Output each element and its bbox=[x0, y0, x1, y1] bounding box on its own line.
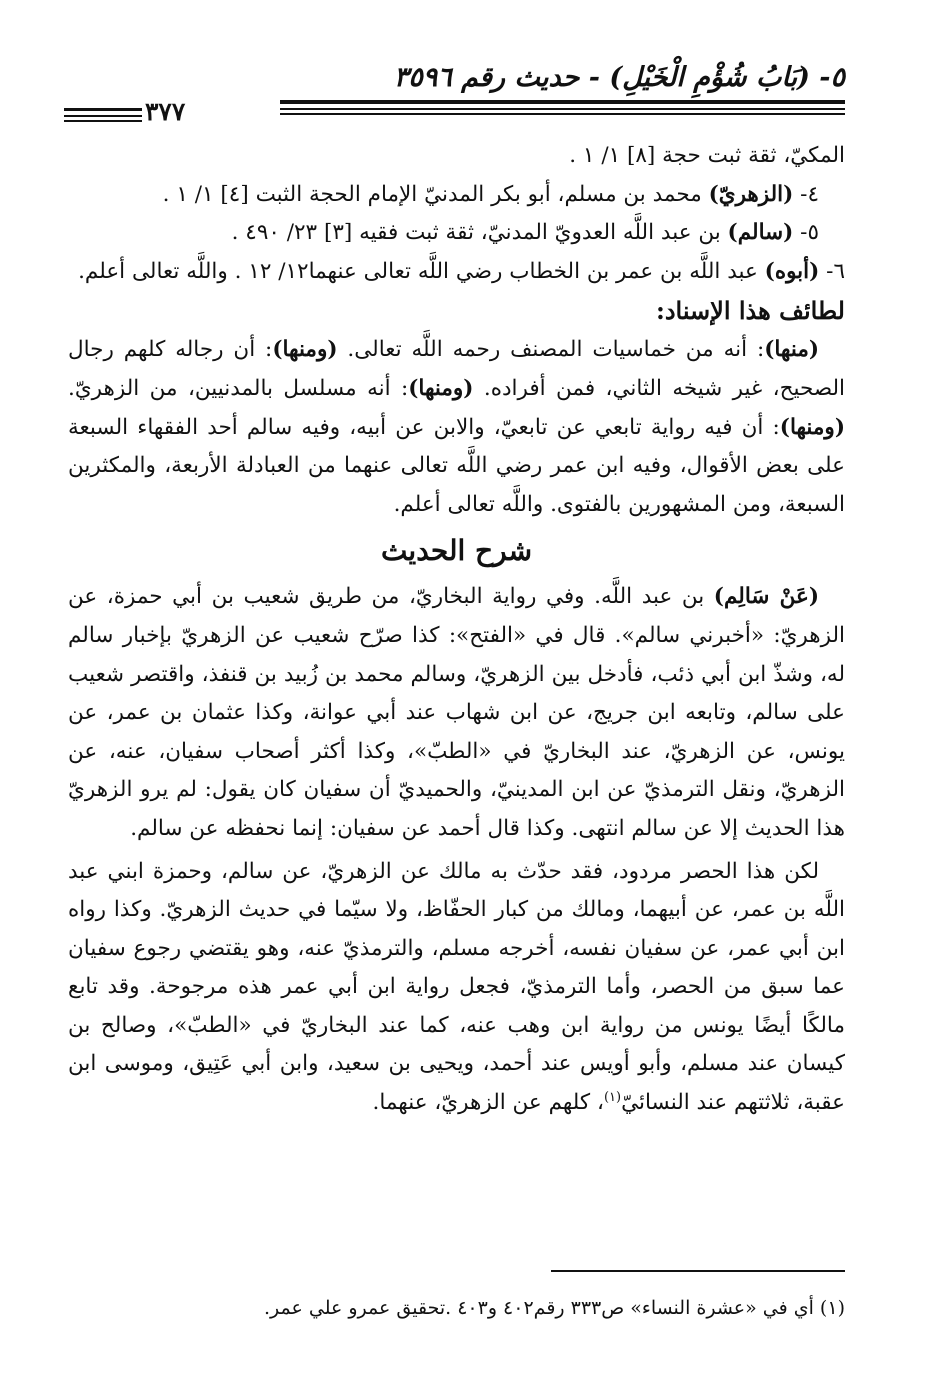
page-number-rule-mid bbox=[64, 115, 142, 117]
marker: (ومنها) bbox=[408, 375, 474, 401]
header-rule-thick bbox=[280, 100, 845, 104]
header-rule-thin-lower bbox=[280, 113, 845, 115]
footnote-separator bbox=[551, 1270, 845, 1272]
footnote: (١) أي في «عشرة النساء» ص٣٣٣ رقم٤٠٢ و٤٠٣ .تحقيق عمرو علي عمر. bbox=[263, 1297, 845, 1319]
item-number: ٥- bbox=[793, 220, 819, 246]
paragraph-text: ، كلهم عن الزهريّ، عنهما. bbox=[372, 1090, 604, 1116]
text-line: المكيّ، ثقة ثبت حجة [٨] ١/ ١ . bbox=[569, 143, 845, 168]
section-heading-lataif: لطائف هذا الإسناد: bbox=[655, 296, 845, 326]
lataif-paragraph bbox=[68, 331, 845, 524]
page-number-rule-lower bbox=[64, 120, 142, 122]
paragraph-text: : أنه من خماسيات المصنف رحمه اللَّه تعالى. bbox=[337, 337, 765, 363]
page-number: ٣٧٧ bbox=[145, 97, 186, 126]
narrator-5 bbox=[68, 214, 845, 253]
paragraph-text: : أنه مسلسل بالمدنيين، من الزهريّ. bbox=[68, 375, 409, 401]
narrator-name: (الزهريّ) bbox=[708, 181, 794, 207]
narrator-details: عبد اللَّه بن عمر بن الخطاب رضي اللَّه تعالى عنهما١٢/ ١٢ . واللَّه تعالى أعلم. bbox=[78, 258, 765, 284]
narrator-6 bbox=[68, 253, 845, 292]
marker: (ومنها) bbox=[779, 414, 845, 440]
footnote-ref[interactable]: (١) bbox=[603, 1089, 622, 1105]
narrator-details: بن عبد اللَّه العدويّ المدنيّ، ثقة ثبت فقيه [٣] ٢٣/ ٤٩٠ . bbox=[231, 220, 728, 246]
sharh-paragraph-2 bbox=[68, 853, 845, 1123]
marker: (منها) bbox=[764, 337, 820, 363]
item-number: ٦- bbox=[819, 258, 845, 284]
main-text bbox=[68, 137, 845, 1123]
item-number: ٤- bbox=[793, 181, 819, 207]
marker: (ومنها) bbox=[272, 337, 338, 363]
paragraph-text: : أن رجاله كلهم رجال الصحيح، غير شيخه الثاني، فمن أفراده. bbox=[68, 337, 845, 401]
running-header bbox=[60, 62, 845, 102]
paragraph-text: لكن هذا الحصر مردود، فقد حدّث به مالك عن الزهريّ، عن سالم، وحمزة ابني عبد اللَّه بن عمر، عن أبيهما، ومالك من كبار الحفّاظ، ولا سيّما في حديث الزهريّ. وكذا رواه ابن أبي عمر، عن سفيان نفسه، أخرجه مسلم، والترمذيّ عنه، وهو يقتضي رجوع سفيان عما سبق من الحصر، وأما الترمذيّ، فجعل رواية ابن أبي عمر هذه مرجوحة. وقد تابع مالكًا أيضًا يونس من رواية ابن وهب عنه، كما عند البخاريّ في «الطبّ»، وصالح بن كيسان عند مسلم، وأبو أويس عند أحمد، ويحيى بن سعيد، وابن أبي عَتِيق، وموسى ابن عقبة، ثلاثتهم عند النسائيّ bbox=[68, 858, 845, 1116]
paragraph-text: بن عبد اللَّه. وفي رواية البخاريّ، من طريق شعيب بن أبي حمزة، عن الزهريّ: «أخبرني سالم». قال في «الفتح»: كذا صرّح شعيب عن الزهريّ بإخبار سالم له، وشذّ ابن أبي ذئب، فأدخل بين الزهريّ، وسالم محمد بن زُبيد بن قنفذ، واقتصر شعيب على سالم، وتابعه ابن جريج، عن ابن شهاب عند أبي عوانة، وكذا عثمان بن عمر، عن يونس، عن الزهريّ، عند البخاريّ في «الطبّ»، وكذا أكثر أصحاب سفيان، عنه، عن الزهريّ، ونقل الترمذيّ عن ابن المدينيّ، والحميديّ أن سفيان كان يقول: لم يرو الزهريّ هذا الحديث إلا عن سالم انتهى. وكذا قال أحمد عن سفيان: إنما نحفظه عن سالم. bbox=[68, 584, 845, 841]
section-heading-sharh: شرح الحديث bbox=[380, 534, 533, 568]
narrator-4 bbox=[68, 176, 845, 215]
hadith-quote: (عَنْ سَالِم) bbox=[713, 584, 819, 610]
narrator-details: محمد بن مسلم، أبو بكر المدنيّ الإمام الحجة الثبت [٤] ١/ ١ . bbox=[162, 181, 709, 207]
narrator-line-3-end bbox=[68, 137, 845, 176]
narrator-name: (سالم) bbox=[727, 220, 794, 246]
narrator-name: (أبوه) bbox=[764, 258, 820, 284]
chapter-title: ٥- (بَابُ شُؤْمِ الْخَيْلِ) - حديث رقم ٣٥٩٦ bbox=[393, 62, 845, 93]
page-number-rule bbox=[64, 108, 142, 111]
paragraph-text: : أن فيه رواية تابعي عن تابعيّ، والابن عن أبيه، وفيه سالم أحد الفقهاء السبعة على بعض الأقوال، وفيه ابن عمر رضي اللَّه تعالى عنهما من العبادلة الأربعة، والمكثرين السبعة، ومن المشهورين بالفتوى. واللَّه تعالى أعلم. bbox=[68, 414, 845, 517]
header-rule-thin bbox=[280, 108, 845, 110]
sharh-paragraph-1 bbox=[68, 578, 845, 848]
